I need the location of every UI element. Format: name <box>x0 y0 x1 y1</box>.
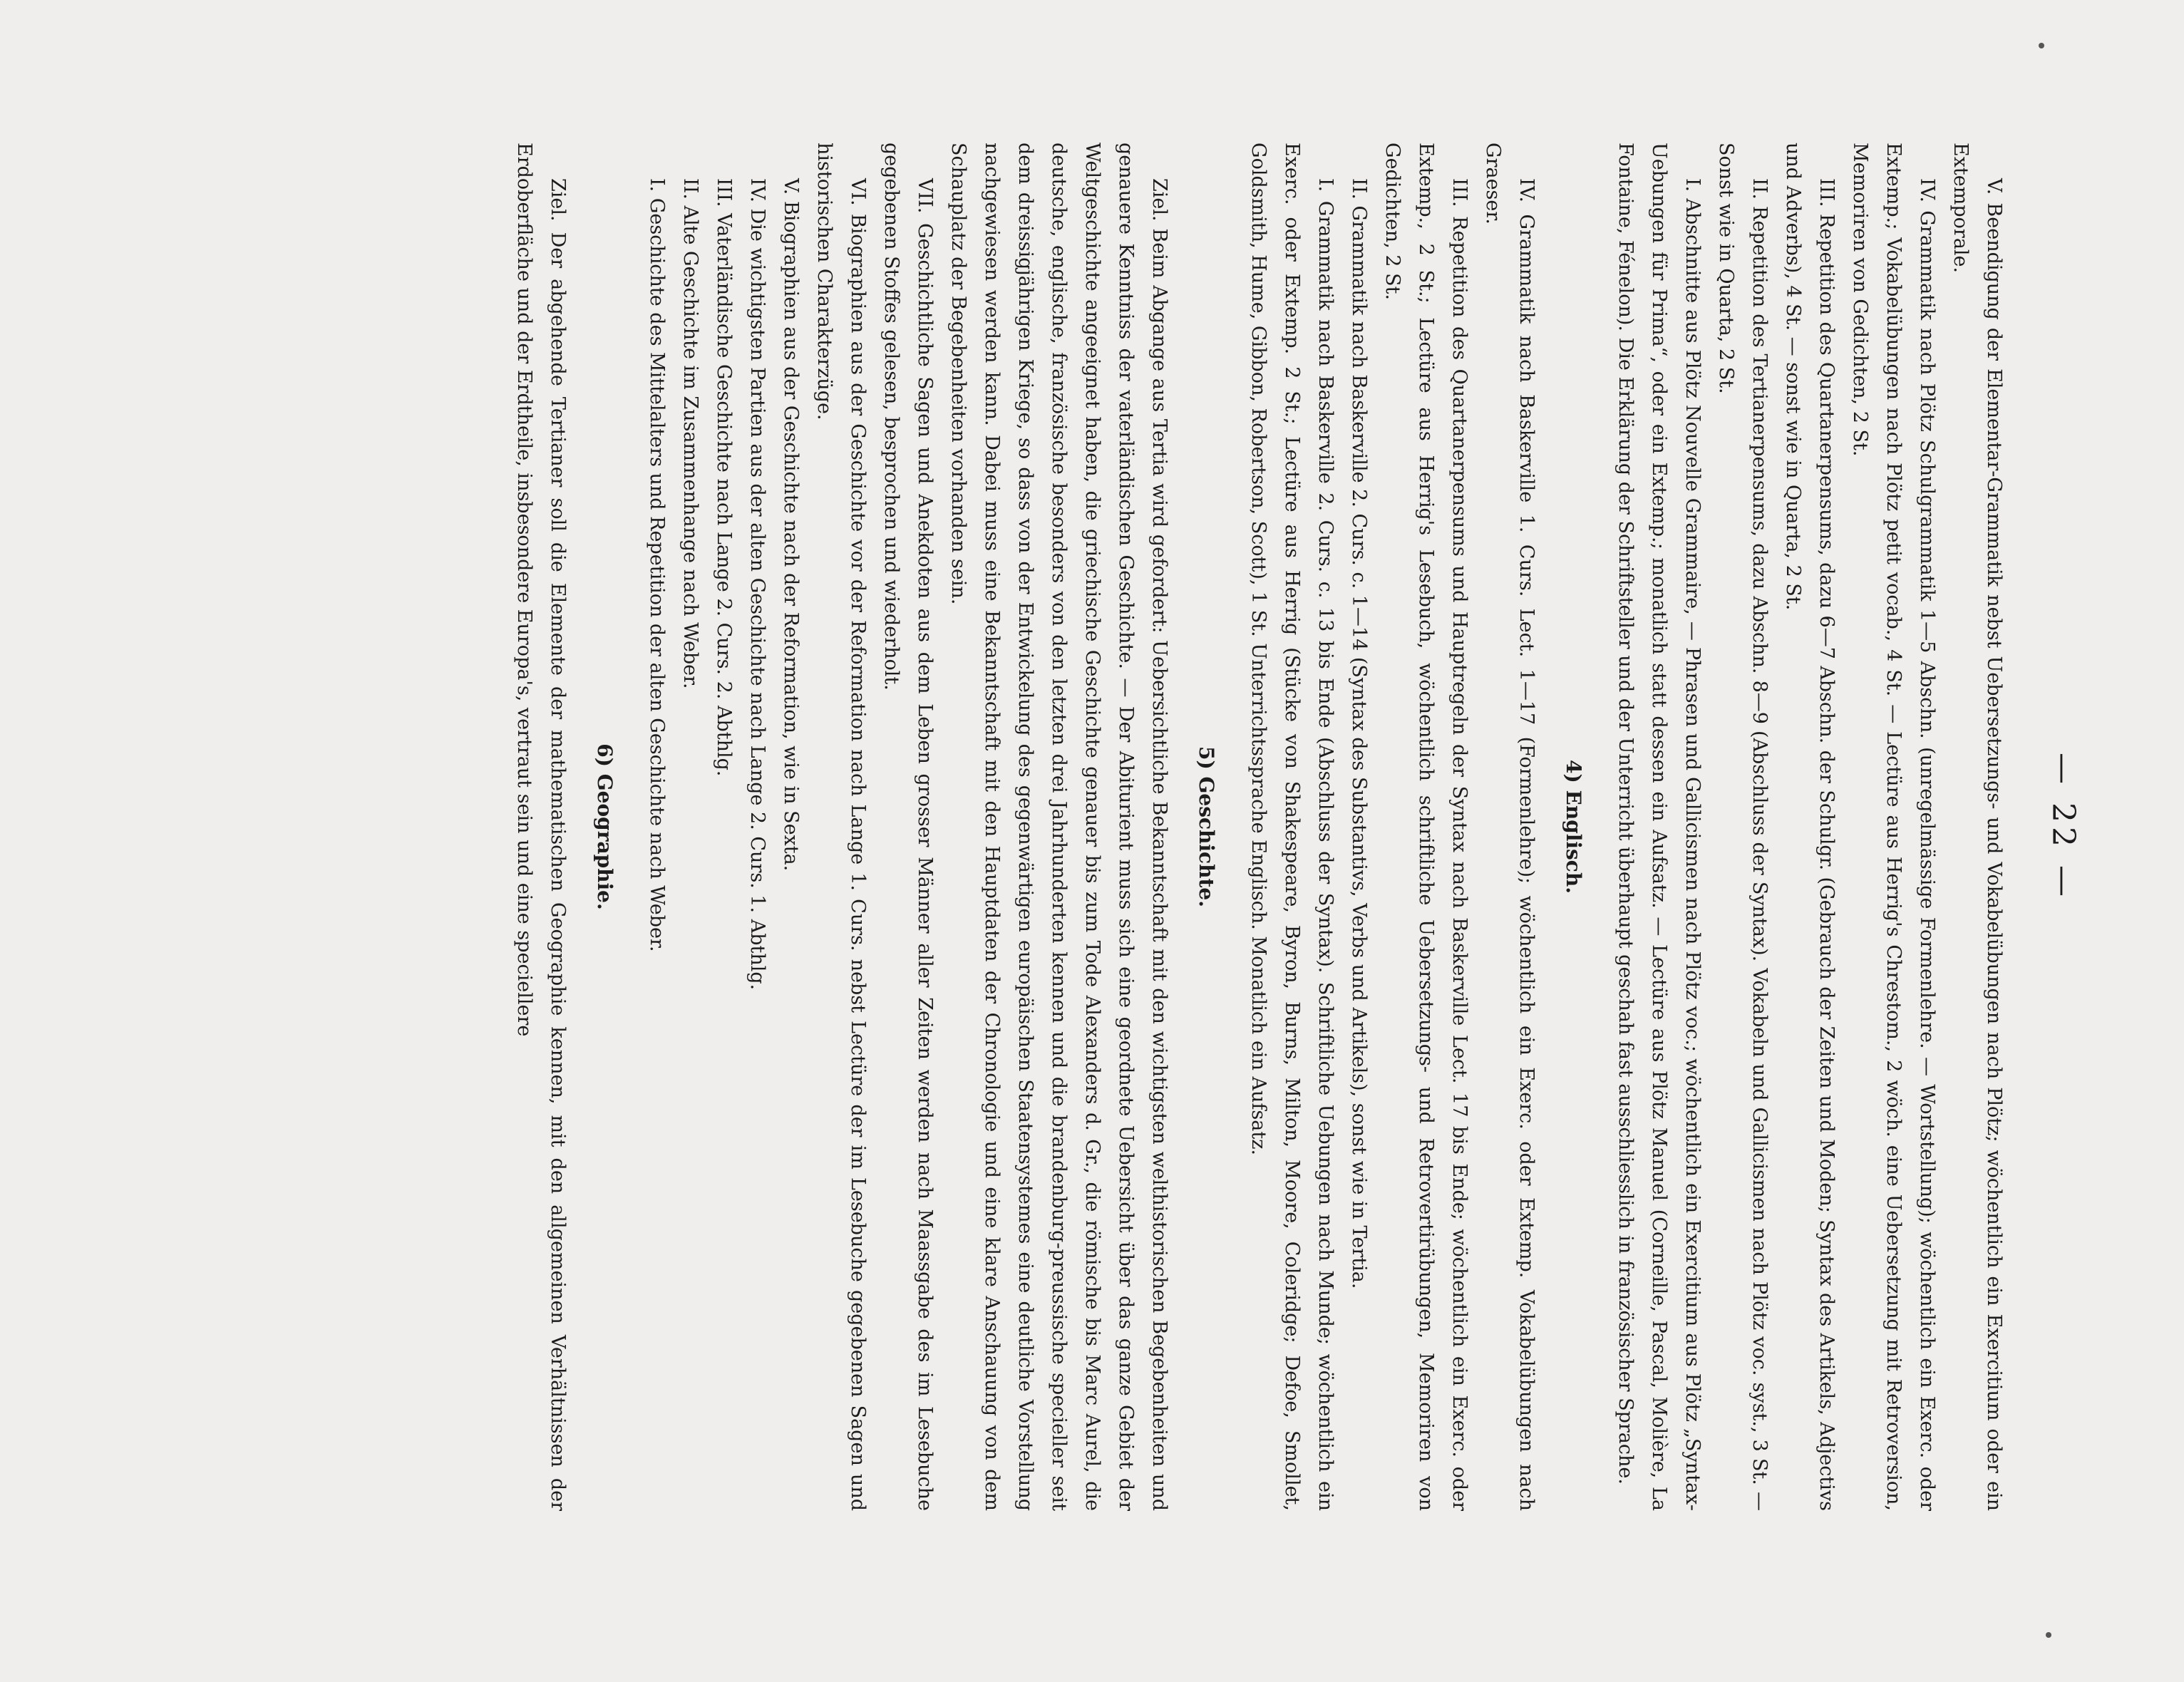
section-heading-geographie: 6) Geographie. <box>593 743 617 910</box>
paragraph: I. Grammatik nach Baskerville 2. Curs. c. 13 bis Ende (Abschluss der Syntax). Schriftliche Uebungen nach Munde; wöchentlich ein Exerc. oder Extemp. 2 St.; Lectüre aus Herrig (Stücke von Shakespeare, Byron, Burns, Milton, Moore, Coleridge; Defoe, Smollet, Goldsmith, Hume, Gibbon, Robertson, Scott), 1 St. Unterrichtssprache Englisch. Monatlich ein Aufsatz. <box>1247 143 1336 1511</box>
paragraph: III. Repetition des Quartanerpensums und Hauptregeln der Syntax nach Baskerville Lect. 17 bis Ende; wöchentlich ein Exerc. oder Extemp., 2 St.; Lectüre aus Herrig's Lesebuch, wöchentlich schriftliche Uebersetzungs- und Retrovertirübungen, Memoriren von Gedichten, 2 St. <box>1381 143 1470 1511</box>
paragraph: V. Beendigung der Elementar-Grammatik nebst Uebersetzungs- und Vokabelübungen nach Plötz; wöchentlich ein Exercitium oder ein Extemporale. <box>1949 143 2005 1511</box>
paragraph: IV. Die wichtigsten Partien aus der alten Geschichte nach Lange 2. Curs. 1. Abthlg. <box>746 178 768 991</box>
section-heading-geschichte: 5) Geschichte. <box>1195 746 1218 907</box>
paragraph: III. Vaterländische Geschichte nach Lange 2. Curs. 2. Abthlg. <box>713 178 735 777</box>
paragraph: V. Biographien aus der Geschichte nach der Reformation, wie in Sexta. <box>780 178 802 872</box>
paragraph: II. Alte Geschichte im Zusammenhange nach Weber. <box>679 178 701 689</box>
paragraph: II. Repetition des Tertianerpensums, dazu Abschn. 8—9 (Abschluss der Syntax). Vokabeln und Gallicismen nach Plötz voc. syst., 3 St. — Sonst wie in Quarta, 2 St. <box>1715 143 1771 1511</box>
paragraph: IV. Grammatik nach Plötz Schulgrammatik 1—5 Abschn. (unregelmässige Formenlehre. — Wortstellung); wöchentlich ein Exerc. oder Extemp.; Vokabelübungen nach Plötz petit vocab., 4 St. — Lectüre aus Herrig's Chrestom., 2 wöch. eine Uebersetzung mit Retroversion, Memoriren von Gedichten, 2 St. <box>1849 143 1938 1511</box>
paragraph: I. Abschnitte aus Plötz Nouvelle Grammaire, — Phrasen und Gallicismen nach Plötz voc.; wöchentlich ein Exercitium aus Plötz „Syntax-Uebungen für Prima“, oder ein Extemp.; monatlich statt dessen ein Aufsatz. — Lectüre aus Plötz Manuel (Corneille, Pascal, Molière, La Fontaine, Fénelon). Die Erklärung der Schriftsteller und der Unterricht überhaupt geschah fast ausschliesslich in französischer Sprache. <box>1614 143 1704 1511</box>
paragraph: IV. Grammatik nach Baskerville 1. Curs. Lect. 1—17 (Formenlehre); wöchentlich ein Exerc. oder Extemp. Vokabelübungen nach Graeser. <box>1482 143 1537 1511</box>
paragraph: II. Grammatik nach Baskerville 2. Curs. c. 1—14 (Syntax des Substantivs, Verbs und Artikels), sonst wie in Tertia. <box>1348 178 1370 1289</box>
section-heading-englisch: 4) Englisch. <box>1562 760 1585 894</box>
paragraph: VII. Geschichtliche Sagen und Anekdoten aus dem Leben grosser Männer aller Zeiten werden nach Maassgabe des im Lesebuche gegebenen Stoffes gelesen, besprochen und wiederholt. <box>880 143 936 1511</box>
paragraph: I. Geschichte des Mittelalters und Repetition der alten Geschichte nach Weber. <box>646 178 668 952</box>
rotated-text-block <box>328 143 2081 1511</box>
paragraph: Ziel. Der abgehende Tertianer soll die Elemente der mathematischen Geographie kennen, mit den allgemeinen Verhältnissen der Erdoberfläche und der Erdtheile, insbesondere Europa's, vertraut sein und eine speciellere <box>513 143 569 1511</box>
paragraph: VI. Biographien aus der Geschichte vor der Reformation nach Lange 1. Curs. nebst Lectüre der im Lesebuche gegebenen Sagen und historischen Charakterzüge. <box>813 143 869 1511</box>
paragraph: III. Repetition des Quartanerpensums, dazu 6—7 Abschn. der Schulgr. (Gebrauch der Zeiten und Moden; Syntax des Artikels, Adjectivs und Adverbs), 4 St. — sonst wie in Quarta, 2 St. <box>1782 143 1838 1511</box>
paragraph: Ziel. Beim Abgange aus Tertia wird gefordert: Uebersichtliche Bekanntschaft mit den wichtigsten welthistorischen Begebenheiten und genauere Kenntniss der vaterländischen Geschichte. — Der Abiturient muss sich eine geordnete Uebersicht über das ganze Gebiet der Weltgeschichte angeeignet haben, die griechische Geschichte genauer bis zum Tode Alexanders d. Gr., die römische bis Marc Aurel, die deutsche, englische, französische besonders von den letzten drei Jahrhunderten kennen und die brandenburg-preussische specieller seit dem dreissigjährigen Kriege, so dass von der Entwickelung des gegenwärtigen europäischen Staatensystemes eine deutliche Vorstellung nachgewiesen werden kann. Dabei muss eine Bekanntschaft mit den Hauptdaten der Chronologie und eine klare Anschauung von dem Schauplatz der Begebenheiten vorhanden sein. <box>947 143 1170 1511</box>
speck-mark <box>2046 1632 2051 1638</box>
speck-mark <box>2039 43 2044 48</box>
page-number: — 22 — <box>2045 753 2081 901</box>
